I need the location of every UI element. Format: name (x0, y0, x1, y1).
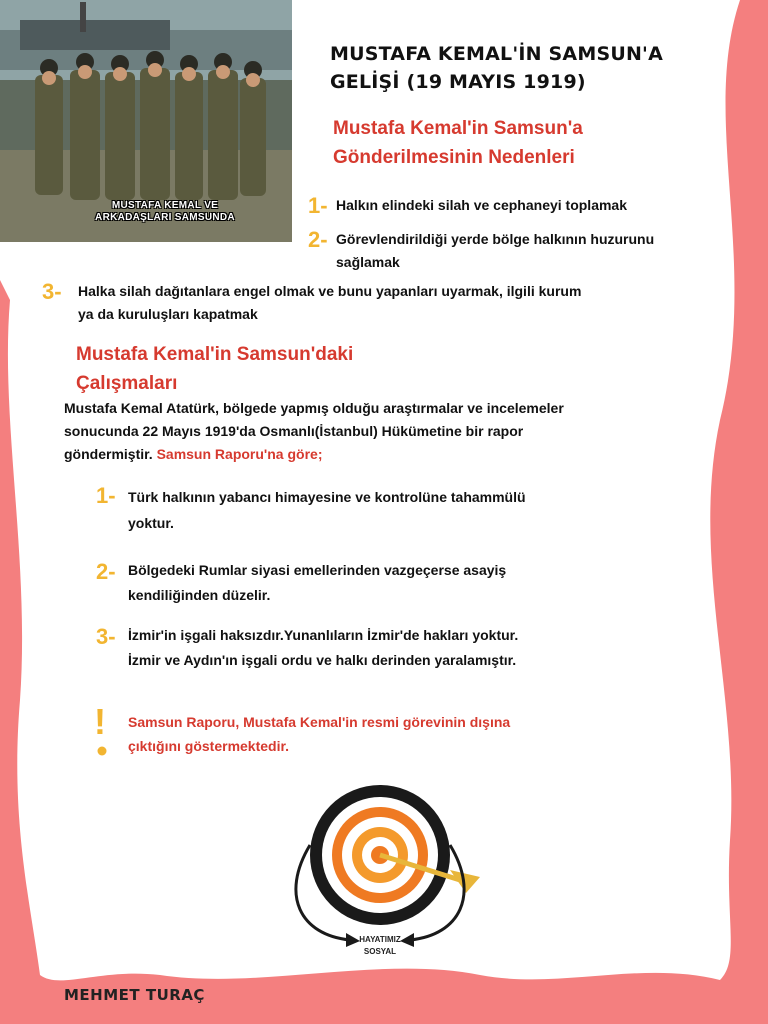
intro-line2: sonucunda 22 Mayıs 1919'da Osmanlı(İstanbul) Hükümetine bir rapor (64, 423, 524, 439)
reason-3-number: 3- (42, 279, 62, 304)
report-1-line2: yoktur. (128, 515, 174, 531)
logo-line1: HAYATIMIZ (359, 935, 401, 944)
reason-2-number: 2- (308, 227, 328, 252)
report-3-line1: İzmir'in işgali haksızdır.Yunanlıların İzmir'de hakları yoktur. (128, 627, 519, 643)
caption-line1: MUSTAFA KEMAL VE (111, 200, 219, 211)
title-line2: GELİŞİ (19 MAYIS 1919) (330, 71, 586, 93)
report-3-line2: İzmir ve Aydın'ın işgali ordu ve halkı derinden yaralamıştır. (128, 652, 517, 668)
photo-caption (40, 200, 290, 224)
section1-heading (333, 114, 583, 172)
intro-highlight: Samsun Raporu'na göre; (156, 446, 323, 462)
reason-2-line1: Görevlendirildiği yerde bölge halkının huzurunu (336, 231, 655, 247)
report-1-line1: Türk halkının yabancı himayesine ve kontrolüne tahammülü (128, 489, 526, 505)
exclamation-icon: ! (94, 701, 106, 742)
page-title (330, 40, 750, 96)
title-line1: MUSTAFA KEMAL'İN SAMSUN'A (330, 43, 663, 65)
intro-line3: göndermiştir. (64, 446, 153, 462)
section2-intro (64, 397, 744, 466)
reason-2-text (336, 228, 756, 274)
report-1-number: 1- (96, 483, 116, 508)
reason-3-line2: ya da kuruluşları kapatmak (78, 306, 258, 322)
reason-1-line1: Halkın elindeki silah ve cephaneyi toplamak (336, 197, 628, 213)
report-2-text (128, 558, 688, 608)
report-2-number: 2- (96, 559, 116, 584)
author-name: MEHMET TURAÇ (64, 986, 205, 1004)
note-line1: Samsun Raporu, Mustafa Kemal'in resmi görevinin dışına (128, 714, 511, 730)
caption-line2: ARKADAŞLARI SAMSUNDA (95, 212, 235, 223)
reason-2-line2: sağlamak (336, 254, 400, 270)
section2-heading-line2: Çalışmaları (76, 373, 178, 394)
report-2-line1: Bölgedeki Rumlar siyasi emellerinden vazgeçerse asayiş (128, 562, 507, 578)
report-2-line2: kendiliğinden düzelir. (128, 587, 271, 603)
note-text (128, 710, 688, 758)
intro-line3-wrap (64, 443, 744, 466)
section1-heading-line2: Gönderilmesinin Nedenleri (333, 147, 575, 168)
reason-1-number: 1- (308, 193, 328, 218)
note-line2: çıktığını göstermektedir. (128, 738, 290, 754)
reason-1-text (336, 194, 756, 217)
logo-text (340, 934, 420, 958)
report-1-text (128, 484, 688, 536)
exclamation-dot-icon (97, 746, 107, 756)
report-3-number: 3- (96, 624, 116, 649)
section2-heading-line1: Mustafa Kemal'in Samsun'daki (76, 344, 354, 365)
reason-3-line1: Halka silah dağıtanlara engel olmak ve bunu yapanları uyarmak, ilgili kurum (78, 283, 582, 299)
logo-line2: SOSYAL (363, 947, 397, 956)
intro-line1: Mustafa Kemal Atatürk, bölgede yapmış olduğu araştırmalar ve incelemeler (64, 400, 564, 416)
section2-heading (76, 340, 353, 398)
section1-heading-line1: Mustafa Kemal'in Samsun'a (333, 118, 583, 139)
report-3-text (128, 623, 728, 673)
reason-3-text (78, 280, 728, 326)
